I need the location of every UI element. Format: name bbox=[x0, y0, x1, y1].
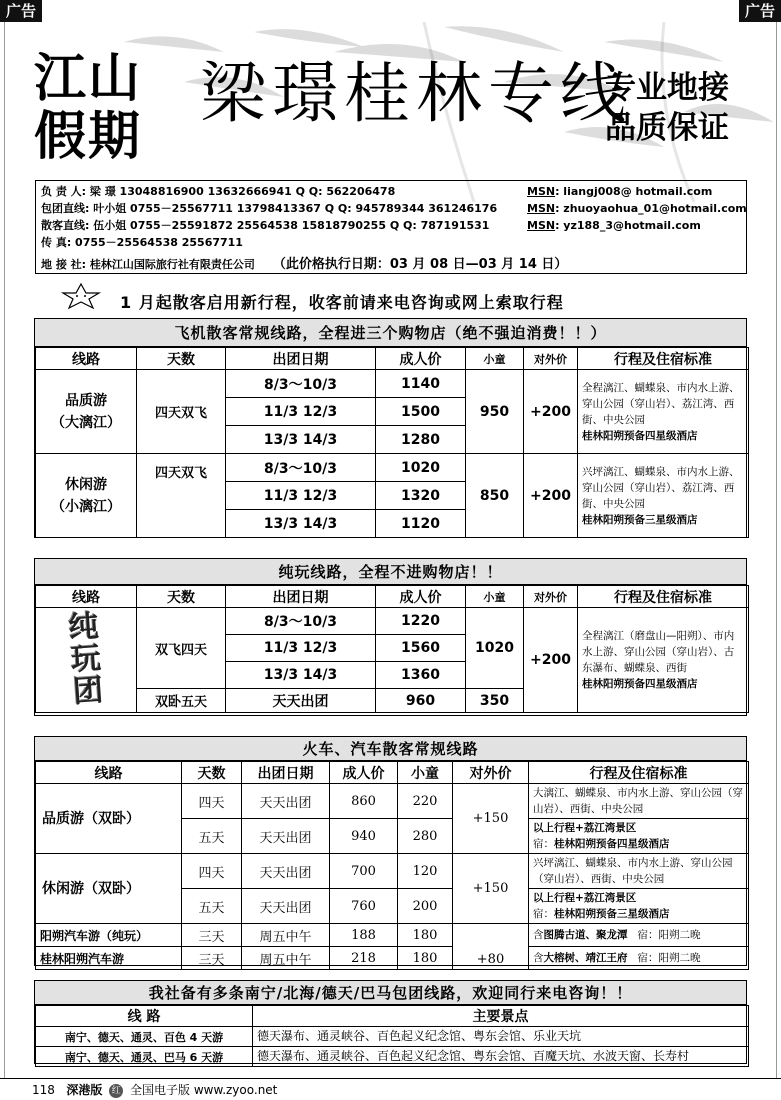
adult-price: 218 bbox=[330, 947, 398, 970]
table-header-row bbox=[36, 348, 749, 370]
departure-date: 周五中午 bbox=[242, 947, 330, 970]
route-days: 双卧五天 bbox=[137, 689, 226, 713]
charter-route: 南宁、德天、通灵、百色 4 天游 bbox=[36, 1027, 253, 1047]
route-days: 五天 bbox=[182, 819, 242, 854]
outbound-price: +200 bbox=[524, 370, 578, 454]
table-row bbox=[36, 784, 749, 819]
section-2-title: 纯玩线路，全程不进购物店！！ bbox=[35, 559, 746, 585]
brand-logo bbox=[34, 50, 164, 166]
departure-date: 周五中午 bbox=[242, 924, 330, 947]
departure-date: 天天出团 bbox=[242, 819, 330, 854]
th-route: 线路 bbox=[36, 348, 137, 370]
announcement: 1 月起散客启用新行程，收客前请来电咨询或网上索取行程 bbox=[120, 293, 564, 312]
th-route: 线 路 bbox=[36, 1006, 253, 1027]
hotel-standard: 宿：阳朔二晚 bbox=[637, 952, 701, 964]
edition-label: 深港版 bbox=[66, 1083, 103, 1097]
contact-row-fax: 传 真: 0755－25564538 25567711 bbox=[41, 236, 243, 249]
child-price: 280 bbox=[398, 819, 453, 854]
brand-line-2: 假期 bbox=[34, 106, 143, 167]
msn-3-label: MSN bbox=[527, 219, 556, 232]
outbound-price: +150 bbox=[453, 854, 529, 924]
adult-price: 700 bbox=[330, 854, 398, 889]
departure-date: 11/3 12/3 bbox=[226, 635, 376, 662]
charter-spots: 德天瀑布、通灵峡谷、百色起义纪念馆、粤东会馆、乐业天坑 bbox=[253, 1027, 749, 1047]
msn-1-address: : liangj008@ hotmail.com bbox=[555, 185, 713, 198]
adult-price: 1500 bbox=[376, 398, 466, 426]
adult-price: 1560 bbox=[376, 635, 466, 662]
route-days: 五天 bbox=[182, 889, 242, 924]
table-row bbox=[36, 947, 749, 970]
child-price: 200 bbox=[398, 889, 453, 924]
adult-price: 960 bbox=[376, 689, 466, 713]
itinerary bbox=[578, 454, 749, 538]
table-row bbox=[36, 454, 749, 482]
departure-date: 11/3 12/3 bbox=[226, 398, 376, 426]
contact-row-group: 包团直线: 叶小姐 0755－25567711 13798413367 Q Q: 945789344 361246176 bbox=[41, 202, 498, 215]
footer bbox=[0, 1080, 781, 1100]
adult-price: 1120 bbox=[376, 510, 466, 538]
route-name: 阳朔汽车游（纯玩） bbox=[36, 924, 182, 947]
section-3-title: 火车、汽车散客常规线路 bbox=[35, 737, 746, 761]
itinerary-text: 全程漓江、蝴蝶泉、市内水上游、穿山公园（穿山岩）、荔江湾、西街、中央公园 bbox=[582, 381, 740, 426]
agency-name: 地 接 社: 桂林江山国际旅行社有限责任公司 bbox=[41, 258, 255, 271]
charter-routes-table bbox=[35, 1005, 749, 1067]
child-price: 180 bbox=[398, 947, 453, 970]
pure-play-stamp-text: 纯玩团 bbox=[67, 609, 105, 710]
itinerary-highlight: 图腾古道、聚龙潭 bbox=[543, 929, 628, 941]
departure-date: 天天出团 bbox=[226, 689, 376, 713]
th-outbound: 对外价 bbox=[524, 348, 578, 370]
route-name-2: （大漓江） bbox=[51, 414, 121, 431]
pure-play-table bbox=[35, 585, 749, 713]
msn-2-label: MSN bbox=[527, 202, 556, 215]
adult-price: 1020 bbox=[376, 454, 466, 482]
th-itinerary: 行程及住宿标准 bbox=[529, 762, 749, 784]
route-name-1: 休闲游 bbox=[65, 476, 107, 493]
table-header-row bbox=[36, 586, 749, 608]
section-1-title: 飞机散客常规线路，全程进三个购物店（绝不强迫消费！！） bbox=[35, 319, 746, 347]
adult-price: 760 bbox=[330, 889, 398, 924]
table-row bbox=[36, 608, 749, 635]
route-days: 三天 bbox=[182, 947, 242, 970]
route-name: 品质游（双卧） bbox=[36, 784, 182, 854]
section-4-title: 我社备有多条南宁/北海/德天/巴马包团线路，欢迎同行来电咨询！！ bbox=[35, 981, 746, 1005]
ad-label-right: 广告 bbox=[739, 0, 781, 22]
hotel-standard: 桂林阳朔预备四星级酒店 bbox=[582, 429, 698, 442]
th-child: 小童 bbox=[398, 762, 453, 784]
th-child: 小童 bbox=[466, 348, 524, 370]
charter-route: 南宁、德天、通灵、巴马 6 天游 bbox=[36, 1047, 253, 1067]
section-train-bus bbox=[34, 736, 747, 966]
adult-price: 1320 bbox=[376, 482, 466, 510]
th-route: 线路 bbox=[36, 586, 137, 608]
route-days: 四天 bbox=[182, 854, 242, 889]
adult-price: 188 bbox=[330, 924, 398, 947]
msn-1[interactable] bbox=[527, 183, 712, 200]
hotel-label: 宿： bbox=[533, 838, 554, 850]
pure-play-stamp bbox=[36, 608, 137, 713]
departure-date: 13/3 14/3 bbox=[226, 662, 376, 689]
th-route: 线路 bbox=[36, 762, 182, 784]
price-validity: （此价格执行日期：03 月 08 日—03 月 14 日） bbox=[272, 257, 568, 272]
th-spots: 主要景点 bbox=[253, 1006, 749, 1027]
contact-row-agency bbox=[41, 253, 567, 273]
adult-price: 940 bbox=[330, 819, 398, 854]
child-price: 850 bbox=[466, 454, 524, 538]
itinerary-extra: 以上行程+荔江湾景区 bbox=[533, 892, 637, 904]
flight-routes-table bbox=[35, 347, 749, 538]
departure-date: 天天出团 bbox=[242, 784, 330, 819]
section-charter-routes bbox=[34, 980, 747, 1064]
itinerary bbox=[578, 370, 749, 454]
table-header-row bbox=[36, 1006, 749, 1027]
outbound-price: +200 bbox=[524, 454, 578, 538]
msn-3[interactable] bbox=[527, 217, 701, 234]
adult-price: 860 bbox=[330, 784, 398, 819]
route-name bbox=[36, 370, 137, 454]
table-row bbox=[36, 1047, 749, 1067]
th-days: 天数 bbox=[137, 348, 226, 370]
hotel-standard: 桂林阳朔预备三星级酒店 bbox=[554, 908, 670, 920]
outbound-price: +200 bbox=[524, 608, 578, 713]
site-link[interactable]: 全国电子版 www.zyoo.net bbox=[130, 1083, 278, 1097]
route-days: 四天双飞 bbox=[137, 370, 226, 454]
msn-3-address: : yz188_3@hotmail.com bbox=[555, 219, 701, 232]
route-name-1: 品质游 bbox=[65, 392, 107, 409]
adult-price: 1220 bbox=[376, 608, 466, 635]
slogan-line-2: 品质保证 bbox=[605, 110, 729, 146]
page-number: 118 bbox=[32, 1083, 55, 1097]
hotel-standard: 桂林阳朔预备三星级酒店 bbox=[582, 513, 698, 526]
itinerary-text: 兴坪漓江、蝴蝶泉、市内水上游、穿山公园（穿山岩）、荔江湾、西街、中央公园 bbox=[582, 465, 740, 510]
departure-date: 13/3 14/3 bbox=[226, 426, 376, 454]
itinerary-prefix: 含 bbox=[533, 952, 544, 964]
edition-badge-icon: 红 bbox=[109, 1084, 123, 1098]
itinerary-highlight: 大榕树、靖江王府 bbox=[543, 952, 628, 964]
contact-box bbox=[35, 180, 747, 274]
section-flight-routes bbox=[34, 318, 747, 538]
th-days: 天数 bbox=[137, 586, 226, 608]
table-row bbox=[36, 370, 749, 398]
charter-spots: 德天瀑布、通灵峡谷、百色起义纪念馆、粤东会馆、百魔天坑、水波天窗、长寿村 bbox=[253, 1047, 749, 1067]
itinerary-text: 兴坪漓江、蝴蝶泉、市内水上游、穿山公园（穿山岩）、西街、中央公园 bbox=[529, 854, 749, 889]
th-adult: 成人价 bbox=[376, 348, 466, 370]
outbound-price: +150 bbox=[453, 784, 529, 854]
route-name bbox=[36, 454, 137, 538]
itinerary bbox=[529, 889, 749, 924]
train-bus-table bbox=[35, 761, 749, 970]
msn-1-label: MSN bbox=[527, 185, 556, 198]
page-title: 梁璟桂林专线 bbox=[200, 55, 632, 132]
th-dates: 出团日期 bbox=[226, 348, 376, 370]
departure-date: 8/3～10/3 bbox=[226, 608, 376, 635]
route-days: 四天双飞 bbox=[137, 454, 226, 538]
itinerary bbox=[529, 947, 749, 970]
adult-price: 1140 bbox=[376, 370, 466, 398]
route-days: 四天 bbox=[182, 784, 242, 819]
table-row bbox=[36, 854, 749, 889]
itinerary bbox=[578, 608, 749, 713]
departure-date: 11/3 12/3 bbox=[226, 482, 376, 510]
msn-2[interactable] bbox=[527, 200, 747, 217]
hotel-standard: 桂林阳朔预备四星级酒店 bbox=[554, 838, 670, 850]
departure-date: 8/3～10/3 bbox=[226, 370, 376, 398]
route-days: 双飞四天 bbox=[137, 608, 226, 689]
route-days: 三天 bbox=[182, 924, 242, 947]
th-adult: 成人价 bbox=[376, 586, 466, 608]
departure-date: 天天出团 bbox=[242, 854, 330, 889]
contact-row-individual: 散客直线: 伍小姐 0755－25591872 25564538 15818790255 Q Q: 787191531 bbox=[41, 219, 490, 232]
child-price: 120 bbox=[398, 854, 453, 889]
route-name-2: （小漓江） bbox=[51, 498, 121, 515]
route-name: 桂林阳朔汽车游 bbox=[36, 947, 182, 970]
itinerary-prefix: 含 bbox=[533, 929, 544, 941]
itinerary-extra: 以上行程+荔江湾景区 bbox=[533, 822, 637, 834]
adult-price: 1360 bbox=[376, 662, 466, 689]
ad-label-left: 广告 bbox=[0, 0, 42, 22]
child-price: 180 bbox=[398, 924, 453, 947]
departure-date: 8/3～10/3 bbox=[226, 454, 376, 482]
itinerary bbox=[529, 924, 749, 947]
th-itinerary: 行程及住宿标准 bbox=[578, 586, 749, 608]
adult-price: 1280 bbox=[376, 426, 466, 454]
departure-date: 13/3 14/3 bbox=[226, 510, 376, 538]
child-price: 1020 bbox=[466, 608, 524, 689]
msn-2-address: : zhuoyaohua_01@hotmail.com bbox=[555, 202, 747, 215]
th-days: 天数 bbox=[182, 762, 242, 784]
th-adult: 成人价 bbox=[330, 762, 398, 784]
slogan bbox=[605, 68, 729, 148]
slogan-line-1: 专业地接 bbox=[605, 70, 729, 106]
itinerary-text: 全程漓江（磨盘山—阳朔）、市内水上游、穿山公园（穿山岩）、古东瀑布、蝴蝶泉、西街 bbox=[582, 630, 735, 674]
child-price: 350 bbox=[466, 689, 524, 713]
child-price: 950 bbox=[466, 370, 524, 454]
contact-row-manager: 负 责 人: 梁 璟 13048816900 13632666941 Q Q: 562206478 bbox=[41, 185, 396, 198]
hotel-label: 宿： bbox=[533, 908, 554, 920]
th-itinerary: 行程及住宿标准 bbox=[578, 348, 749, 370]
brand-line-1: 江山 bbox=[34, 48, 143, 109]
hotel-standard: 桂林阳朔预备四星级酒店 bbox=[582, 678, 698, 690]
itinerary bbox=[529, 819, 749, 854]
hotel-standard: 宿：阳朔二晚 bbox=[637, 929, 701, 941]
table-row bbox=[36, 1027, 749, 1047]
th-outbound: 对外价 bbox=[524, 586, 578, 608]
th-child: 小童 bbox=[466, 586, 524, 608]
outbound-price: +80 bbox=[453, 924, 529, 970]
th-dates: 出团日期 bbox=[226, 586, 376, 608]
footer-divider bbox=[0, 1078, 781, 1079]
star-icon bbox=[55, 282, 107, 310]
route-name: 休闲游（双卧） bbox=[36, 854, 182, 924]
section-pure-play bbox=[34, 558, 747, 716]
itinerary-text: 大漓江、蝴蝶泉、市内水上游、穿山公园（穿山岩）、西街、中央公园 bbox=[529, 784, 749, 819]
table-row bbox=[36, 924, 749, 947]
th-outbound: 对外价 bbox=[453, 762, 529, 784]
th-dates: 出团日期 bbox=[242, 762, 330, 784]
table-header-row bbox=[36, 762, 749, 784]
child-price: 220 bbox=[398, 784, 453, 819]
departure-date: 天天出团 bbox=[242, 889, 330, 924]
